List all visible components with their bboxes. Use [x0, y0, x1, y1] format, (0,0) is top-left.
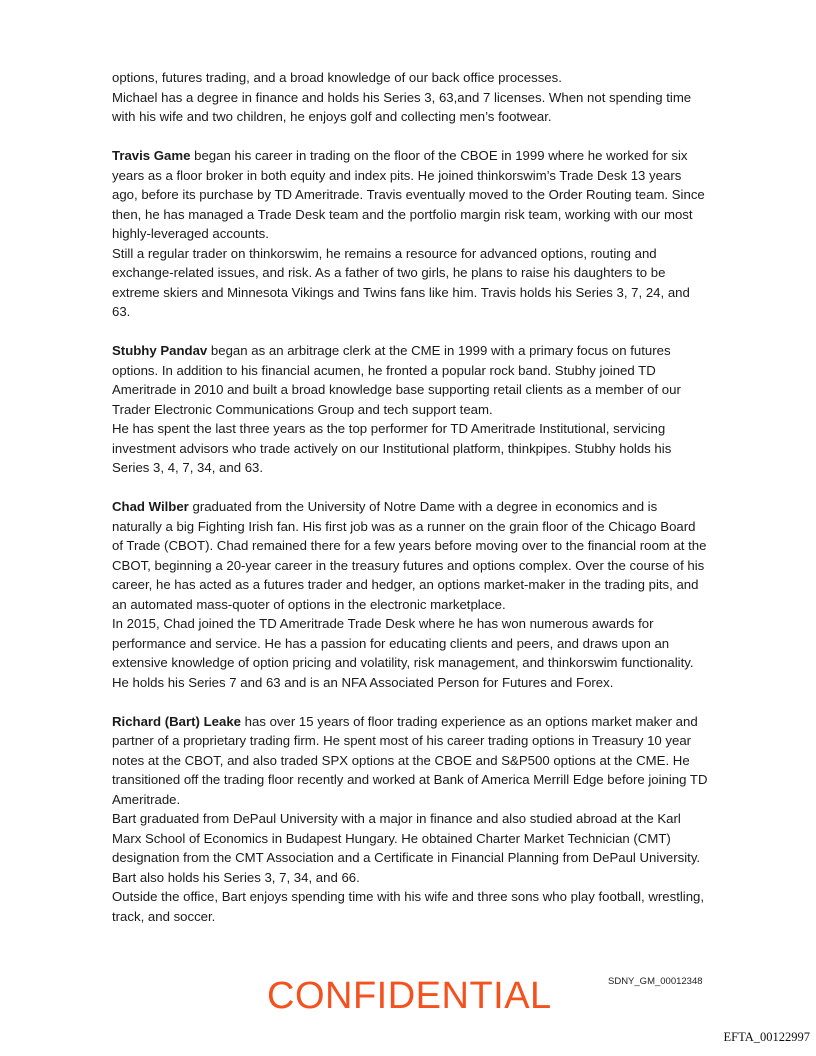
- bio-name: Stubhy Pandav: [112, 343, 208, 358]
- bio-stubhy-pandav: [112, 341, 708, 478]
- bio-travis-game: [112, 146, 708, 322]
- document-body: [112, 68, 708, 946]
- bio-intro: [112, 712, 708, 810]
- bio-intro: [112, 341, 708, 419]
- bates-number: SDNY_GM_00012348: [608, 976, 703, 987]
- continuation-section: [112, 68, 708, 127]
- bio-richard-leake: [112, 712, 708, 927]
- bio-chad-wilber: [112, 497, 708, 692]
- bio-paragraph: Still a regular trader on thinkorswim, he remains a resource for advanced options, routing and exchange-related issues, and risk. As a father of two girls, he plans to raise his daughters to be extreme skiers and Minnesota Vikings and Twins fans like him. Travis holds his Series 3, 7, 24, and 63.: [112, 245, 690, 319]
- bio-paragraph: In 2015, Chad joined the TD Ameritrade Trade Desk where he has won numerous awards for performance and service. He has a passion for educating clients and peers, and draws upon an extensive knowledge of option pricing and volatility, risk management, and thinkorswim functionality. He holds his Series 7 and 63 and is an NFA Associated Person for Futures and Forex.: [112, 616, 694, 690]
- continuation-paragraph: Michael has a degree in finance and holds his Series 3, 63,and 7 licenses. When not spending time with his wife and two children, he enjoys golf and collecting men’s footwear.: [112, 89, 692, 124]
- bio-paragraph: Bart graduated from DePaul University with a major in finance and also studied abroad at the Karl Marx School of Economics in Budapest Hungary. He obtained Charter Market Technician (CMT) designation from the CMT Association and a Certificate in Financial Planning from DePaul University. Bart also holds his Series 3, 7, 34, and 66.: [112, 811, 701, 885]
- confidential-stamp: CONFIDENTIAL: [267, 975, 552, 1017]
- bio-intro-text: has over 15 years of floor trading experience as an options market maker and partner of a proprietary trading firm. He spent most of his career trading options in Treasury 10 year notes at the CBOT, and also traded SPX options at the CBOE and S&P500 options at the CME. He transitioned off the trading floor recently and worked at Bank of America Merrill Edge before joining TD Ameritrade.: [112, 713, 708, 807]
- bio-intro-text: graduated from the University of Notre Dame with a degree in economics and is naturally a big Fighting Irish fan. His first job was as a runner on the grain floor of the Chicago Board of Trade (CBOT). Chad remained there for a few years before moving over to the financial room at the CBOT, beginning a 20-year career in the treasury futures and options complex. Over the course of his career, he has acted as a futures trader and hedger, an options market-maker in the trading pits, and an automated mass-quoter of options in the electronic marketplace.: [112, 499, 707, 612]
- continuation-paragraph: options, futures trading, and a broad knowledge of our back office processes.: [112, 70, 562, 85]
- bio-intro: [112, 146, 708, 244]
- bio-paragraph: Outside the office, Bart enjoys spending time with his wife and three sons who play football, wrestling, track, and soccer.: [112, 889, 705, 924]
- bio-intro-text: began as an arbitrage clerk at the CME in 1999 with a primary focus on futures options. In addition to his financial acumen, he fronted a popular rock band. Stubhy joined TD Ameritrade in 2010 and built a broad knowledge base supporting retail clients as a member of our Trader Electronic Communications Group and tech support team.: [112, 343, 681, 417]
- efta-number: EFTA_00122997: [723, 1030, 810, 1044]
- bio-name: Travis Game: [112, 148, 191, 163]
- bio-name: Richard (Bart) Leake: [112, 713, 241, 729]
- bio-paragraph: He has spent the last three years as the top performer for TD Ameritrade Institutional, servicing investment advisors who trade actively on our Institutional platform, thinkpipes. Stubhy holds his Series 3, 4, 7, 34, and 63.: [112, 421, 672, 475]
- bio-intro-text: began his career in trading on the floor of the CBOE in 1999 where he worked for six years as a floor broker in both equity and index pits. He joined thinkorswim’s Trade Desk 13 years ago, before its purchase by TD Ameritrade. Travis eventually moved to the Order Routing team. Since then, he has managed a Trade Desk team and the portfolio margin risk team, working with our most highly-leveraged accounts.: [112, 148, 705, 241]
- bio-name: Chad Wilber: [112, 499, 189, 514]
- bio-intro: [112, 497, 708, 614]
